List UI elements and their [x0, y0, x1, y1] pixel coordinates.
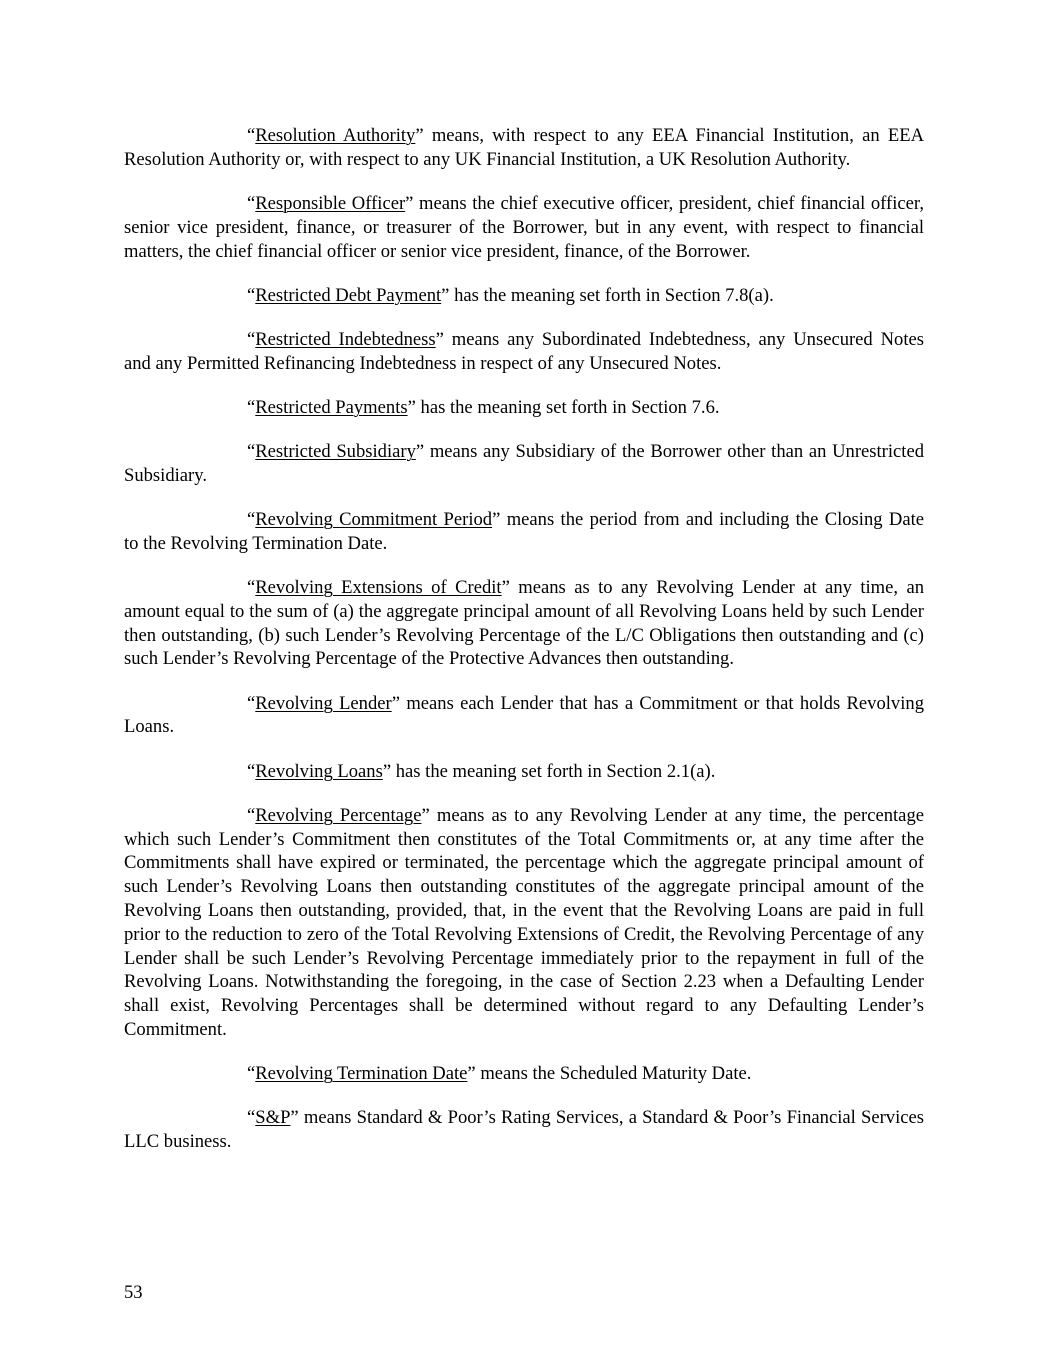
definition-revolving-loans	[124, 760, 924, 784]
open-quote: “	[247, 509, 256, 531]
definition-text: means the Scheduled Maturity Date.	[475, 1063, 752, 1085]
defined-term: Revolving Termination Date	[255, 1063, 468, 1085]
defined-term: Restricted Subsidiary	[255, 441, 416, 463]
open-quote: “	[247, 192, 256, 214]
open-quote: “	[247, 760, 256, 782]
definition-text: has the meaning set forth in Section 2.1(a).	[391, 760, 716, 782]
close-quote: ”	[407, 396, 416, 418]
open-quote: “	[247, 577, 256, 599]
open-quote: “	[247, 284, 256, 306]
page-number: 53	[124, 1282, 143, 1303]
defined-term: Restricted Indebtedness	[255, 328, 436, 350]
definition-resolution-authority	[124, 124, 924, 172]
close-quote: ”	[382, 760, 392, 782]
definition-text: means any Subordinated Indebtedness, any Unsecured Notes and any Permitted Refinancing Indebtedness in respect of any Unsecured Notes.	[124, 328, 924, 374]
open-quote: “	[247, 396, 256, 418]
definition-s-and-p	[124, 1106, 924, 1154]
close-quote: ”	[467, 1063, 476, 1085]
open-quote: “	[247, 125, 256, 146]
definition-restricted-debt-payment	[124, 284, 924, 308]
defined-term: Responsible Officer	[255, 192, 406, 214]
definition-text: means Standard & Poor’s Rating Services, a Standard & Poor’s Financial Services LLC business.	[124, 1107, 924, 1153]
defined-term: Revolving Percentage	[255, 804, 422, 826]
document-page	[124, 124, 924, 1174]
definition-text: means the chief executive officer, president, chief financial officer, senior vice president, finance, or treasurer of the Borrower, but in any event, with respect to financial matters, the chief financial officer or senior vice president, finance, of the Borrower.	[124, 192, 924, 262]
definition-revolving-lender	[124, 692, 924, 740]
close-quote: ”	[415, 125, 424, 146]
definition-text: means the period from and including the Closing Date to the Revolving Termination Date.	[124, 509, 924, 554]
open-quote: “	[247, 1107, 256, 1129]
close-quote: ”	[391, 692, 400, 714]
definition-restricted-payments	[124, 396, 924, 420]
close-quote: ”	[435, 328, 444, 350]
close-quote: ”	[492, 509, 501, 531]
close-quote: ”	[290, 1107, 299, 1129]
close-quote: ”	[415, 441, 425, 463]
open-quote: “	[247, 692, 256, 714]
defined-term: Restricted Payments	[255, 396, 408, 418]
open-quote: “	[247, 804, 256, 826]
defined-term: Resolution Authority	[255, 125, 416, 146]
open-quote: “	[247, 1063, 256, 1085]
defined-term: Restricted Debt Payment	[255, 284, 442, 306]
definition-text: means any Subsidiary of the Borrower other than an Unrestricted Subsidiary.	[124, 441, 924, 486]
definition-revolving-extensions-of-credit	[124, 576, 924, 671]
definition-revolving-termination-date	[124, 1062, 924, 1086]
definition-text: has the meaning set forth in Section 7.8(a).	[449, 284, 774, 306]
definition-revolving-percentage	[124, 804, 924, 1042]
defined-term: S&P	[255, 1107, 291, 1129]
definition-restricted-indebtedness	[124, 328, 924, 376]
defined-term: Revolving Extensions of Credit	[255, 577, 502, 599]
close-quote: ”	[421, 804, 430, 826]
definition-responsible-officer	[124, 192, 924, 263]
definition-text: means as to any Revolving Lender at any time, an amount equal to the sum of (a) the aggregate principal amount of all Revolving Loans held by such Lender then outstanding, (b) such Lender’s Revolving Percentage of the L/C Obligations then outstanding and (c) such Lender’s Revolving Percentage of the Protective Advances then outstanding.	[124, 577, 924, 670]
close-quote: ”	[405, 192, 414, 214]
open-quote: “	[247, 328, 256, 350]
open-quote: “	[247, 441, 256, 463]
definition-text: means, with respect to any EEA Financial Institution, an EEA Resolution Authority or, with respect to any UK Financial Institution, a UK Resolution Authority.	[124, 125, 924, 170]
defined-term: Revolving Commitment Period	[255, 509, 493, 531]
close-quote: ”	[501, 577, 510, 599]
definition-text: has the meaning set forth in Section 7.6.	[415, 396, 720, 418]
definition-revolving-commitment-period	[124, 508, 924, 556]
defined-term: Revolving Loans	[255, 760, 383, 782]
close-quote: ”	[441, 284, 450, 306]
definition-restricted-subsidiary	[124, 440, 924, 488]
defined-term: Revolving Lender	[255, 692, 392, 714]
definition-text: means each Lender that has a Commitment or that holds Revolving Loans.	[124, 692, 924, 738]
definition-text: means as to any Revolving Lender at any time, the percentage which such Lender’s Commitment then constitutes of the Total Commitments or, at any time after the Commitments shall have expired or terminated, the percentage which the aggregate principal amount of such Lender’s Revolving Loans then outstanding constitutes of the aggregate principal amount of the Revolving Loans then outstanding, provided, that, in the event that the Revolving Loans are paid in full prior to the reduction to zero of the Total Revolving Extensions of Credit, the Revolving Percentage of any Lender shall be such Lender’s Revolving Percentage immediately prior to the repayment in full of the Revolving Loans. Notwithstanding the foregoing, in the case of Section 2.23 when a Defaulting Lender shall exist, Revolving Percentages shall be determined without regard to any Defaulting Lender’s Commitment.	[124, 804, 924, 1041]
